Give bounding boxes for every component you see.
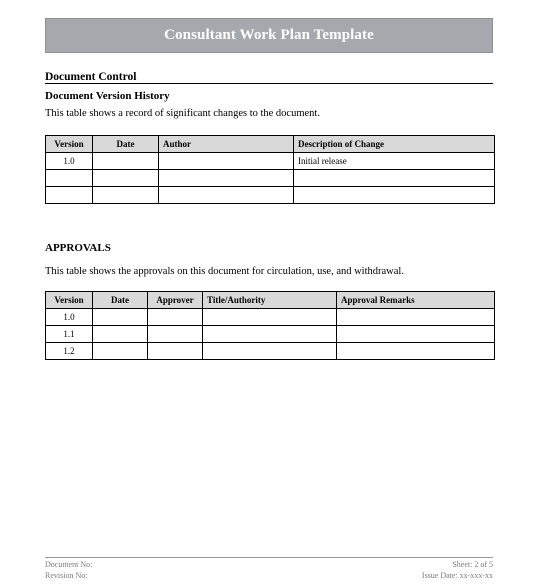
table-cell — [93, 343, 148, 360]
table-row — [46, 170, 495, 187]
table-cell — [93, 170, 159, 187]
footer-revision-no: Revision No: — [45, 571, 88, 580]
version-history-description: This table shows a record of significant changes to the document. — [45, 108, 320, 119]
table-cell — [159, 187, 294, 204]
table-row — [46, 309, 495, 326]
table-cell — [337, 309, 495, 326]
table-cell — [93, 153, 159, 170]
document-control-heading — [45, 67, 493, 84]
table-cell — [337, 326, 495, 343]
table-row — [46, 153, 495, 170]
approvals-heading: APPROVALS — [45, 242, 111, 254]
table-cell: Initial release — [294, 153, 495, 170]
table-cell — [294, 187, 495, 204]
table-header-row — [46, 136, 495, 153]
column-header-approval-remarks: Approval Remarks — [337, 292, 495, 309]
table-row — [46, 187, 495, 204]
column-header-author: Author — [159, 136, 294, 153]
approvals-table — [45, 291, 495, 360]
table-cell — [203, 343, 337, 360]
document-control-label: Document Control — [45, 71, 137, 83]
footer-issue-date: Issue Date: xx-xxx-xx — [421, 571, 493, 580]
table-cell — [93, 326, 148, 343]
table-cell: 1.1 — [46, 326, 93, 343]
table-row — [46, 343, 495, 360]
table-cell — [93, 187, 159, 204]
table-cell: 1.2 — [46, 343, 93, 360]
table-cell: 1.0 — [46, 153, 93, 170]
table-cell — [148, 343, 203, 360]
document-title: Consultant Work Plan Template — [164, 27, 374, 43]
table-cell — [159, 153, 294, 170]
table-cell — [148, 309, 203, 326]
table-cell — [294, 170, 495, 187]
version-history-table — [45, 135, 495, 204]
footer-divider — [45, 557, 493, 558]
column-header-description: Description of Change — [294, 136, 495, 153]
approvals-description: This table shows the approvals on this document for circulation, use, and withdrawal. — [45, 266, 404, 277]
column-header-title-authority: Title/Authority — [203, 292, 337, 309]
version-history-heading: Document Version History — [45, 90, 170, 102]
table-row — [46, 326, 495, 343]
footer-sheet: Sheet: 2 of 5 — [452, 560, 493, 569]
column-header-version: Version — [46, 136, 93, 153]
table-cell — [203, 326, 337, 343]
column-header-date: Date — [93, 292, 148, 309]
table-cell — [159, 170, 294, 187]
footer-document-no: Document No: — [45, 560, 93, 569]
document-title-bar — [45, 18, 493, 53]
table-header-row — [46, 292, 495, 309]
table-cell: 1.0 — [46, 309, 93, 326]
table-cell — [93, 309, 148, 326]
column-header-approver: Approver — [148, 292, 203, 309]
table-cell — [46, 187, 93, 204]
table-cell — [203, 309, 337, 326]
table-cell — [46, 170, 93, 187]
column-header-version: Version — [46, 292, 93, 309]
column-header-date: Date — [93, 136, 159, 153]
table-cell — [337, 343, 495, 360]
table-cell — [148, 326, 203, 343]
